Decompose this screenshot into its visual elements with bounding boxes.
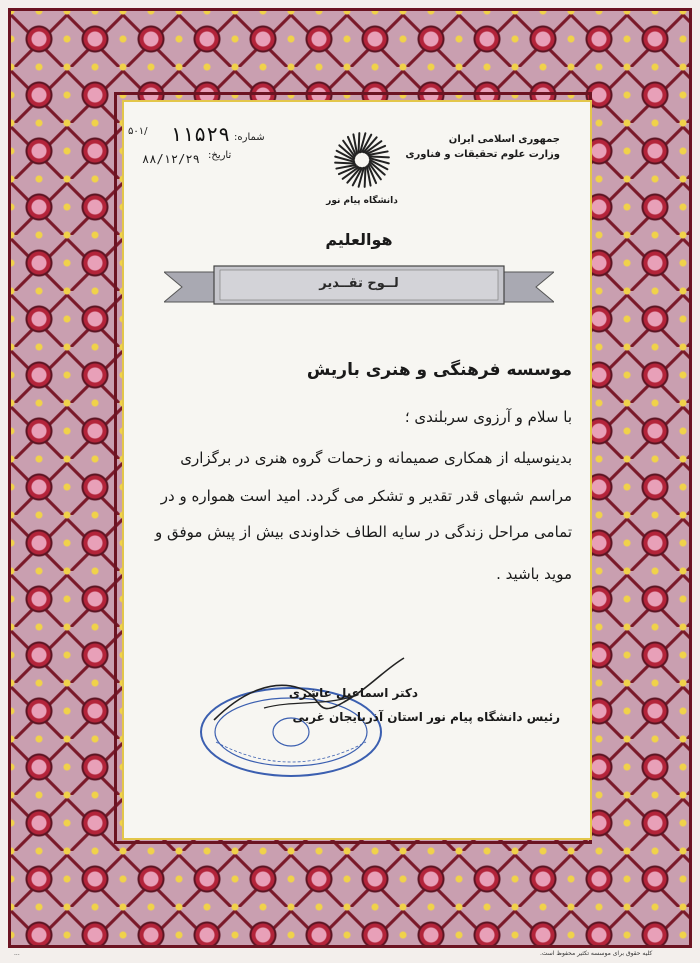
university-logo-icon	[332, 130, 392, 190]
body-line-4: موید باشید .	[496, 565, 572, 583]
recipient-name: موسسه فرهنگی و هنری باریش	[306, 360, 572, 380]
certificate-body	[122, 100, 592, 840]
signatory-title: رئیس دانشگاه پیام نور استان آذربایجان غربی	[292, 710, 560, 724]
body-line-1: بدینوسیله از همکاری صمیمانه و زحمات گروه هنری در برگزاری	[180, 449, 572, 467]
header-line-1: جمهوری اسلامی ایران	[448, 134, 560, 145]
invocation-heading: هوالعلیم	[325, 230, 393, 249]
copyright-note: کلیه حقوق برای موسسه تکثیر محفوظ است.	[540, 950, 653, 957]
number-label: شماره:	[234, 132, 265, 143]
greeting-line: با سلام و آرزوی سربلندی ؛	[404, 408, 572, 426]
header-ministry	[405, 132, 560, 162]
body-line-3: تمامی مراحل زندگی در سایه الطاف خداوندی بیش از پیش موفق و	[154, 523, 572, 541]
footer-note: ...	[14, 950, 20, 957]
number-prefix: ۵۰۱/	[128, 126, 148, 137]
university-name: دانشگاه پیام نور	[326, 196, 398, 206]
signatory-name: دکتر اسماعیل عاشری	[288, 686, 418, 700]
certificate-title: لــوح تقــدیر	[319, 276, 399, 291]
body-line-2: مراسم شبهای قدر تقدیر و تشکر می گردد. امید است همواره و در	[160, 487, 572, 505]
date-label: تاریخ:	[208, 150, 232, 161]
date-value: ۸۸/۱۲/۲۹	[142, 152, 200, 166]
number-value: ۱۱۵۲۹	[170, 122, 231, 146]
header-line-2: وزارت علوم تحقیقات و فناوری	[405, 149, 560, 160]
